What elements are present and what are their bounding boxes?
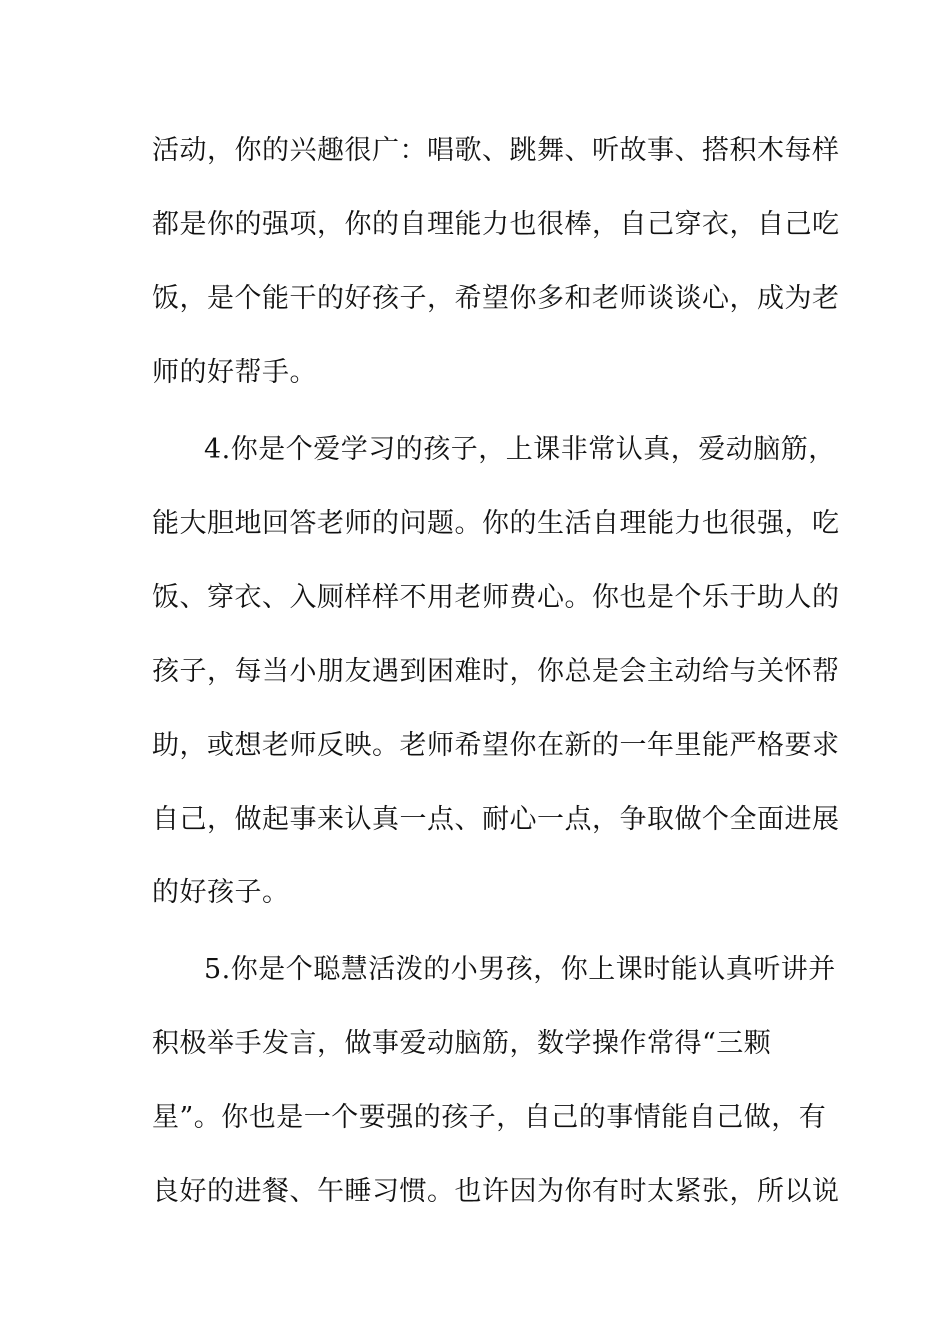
text-line: 都是你的强项，你的自理能力也很棒，自己穿衣，自己吃 [152, 209, 840, 240]
text-line: 的好孩子。 [152, 877, 290, 908]
text-line: 活动，你的兴趣很广：唱歌、跳舞、听故事、搭积木每样 [152, 135, 840, 166]
text-line: 能大胆地回答老师的问题。你的生活自理能力也很强，吃 [152, 508, 840, 539]
text-line: 积极举手发言，做事爱动脑筋，数学操作常得“三颗 [152, 1028, 772, 1059]
text-line: 良好的进餐、午睡习惯。也许因为你有时太紧张，所以说 [152, 1176, 840, 1207]
paragraph-4-first-line: 4.你是个爱学习的孩子，上课非常认真，爱动脑筋， [204, 434, 836, 465]
text-line: 星”。你也是一个要强的孩子，自己的事情能自己做，有 [152, 1102, 827, 1133]
text-line: 饭，是个能干的好孩子，希望你多和老师谈谈心，成为老 [152, 283, 840, 314]
paragraph-5-first-line: 5.你是个聪慧活泼的小男孩，你上课时能认真听讲并 [204, 954, 836, 985]
text-line: 自己，做起事来认真一点、耐心一点，争取做个全面进展 [152, 804, 840, 835]
text-line: 助，或想老师反映。老师希望你在新的一年里能严格要求 [152, 730, 840, 761]
text-line: 孩子，每当小朋友遇到困难时，你总是会主动给与关怀帮 [152, 656, 840, 687]
text-line: 师的好帮手。 [152, 357, 317, 388]
text-line: 饭、穿衣、入厕样样不用老师费心。你也是个乐于助人的 [152, 582, 840, 613]
